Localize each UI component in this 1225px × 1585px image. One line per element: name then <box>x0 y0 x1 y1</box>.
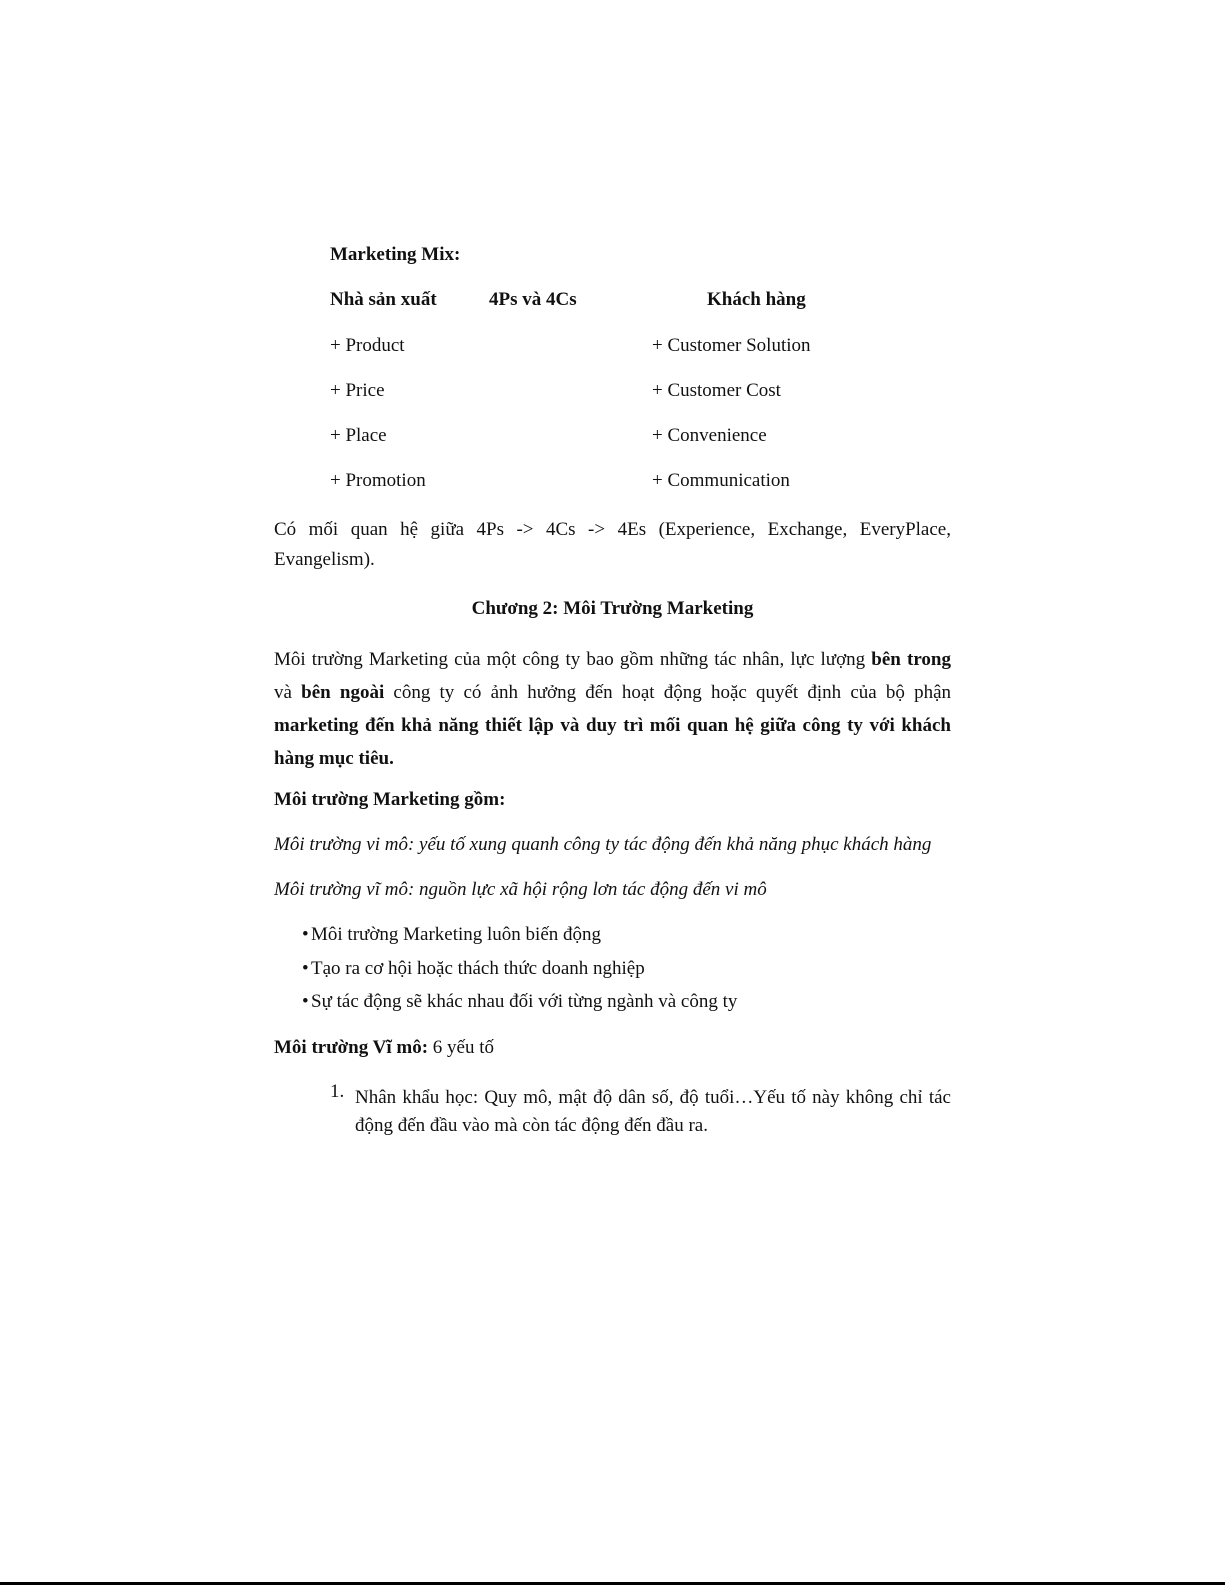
column-header-4ps-4cs: 4Ps và 4Cs <box>489 289 577 310</box>
bullet-dot-icon: • <box>302 958 309 979</box>
intro-text-c: và <box>274 682 302 703</box>
list-number: 1. <box>330 1081 345 1102</box>
relation-line-1: Có mối quan hệ giữa 4Ps -> 4Cs -> 4Es (Experience, Exchange, EveryPlace, <box>274 519 951 540</box>
list-item-1-line-2: động đến đầu vào mà còn tác động đến đầu ra. <box>355 1115 708 1136</box>
p-item-place: + Place <box>330 425 387 446</box>
column-header-producer: Nhà sản xuất <box>330 289 437 310</box>
bullet-item <box>302 924 601 946</box>
bullet-item <box>302 991 737 1013</box>
intro-text-e: công ty có ảnh hưởng đến hoạt động hoặc quyết định của bộ phận <box>384 682 952 703</box>
c-item-customer-solution: + Customer Solution <box>652 335 811 356</box>
relation-line-2: Evangelism). <box>274 549 375 570</box>
macro-factors-heading-rest: 6 yếu tố <box>428 1037 494 1058</box>
p-item-promotion: + Promotion <box>330 470 426 491</box>
macro-factors-heading-bold: Môi trường Vĩ mô: <box>274 1037 429 1058</box>
environment-includes-heading: Môi trường Marketing gồm: <box>274 789 506 810</box>
marketing-mix-heading: Marketing Mix: <box>330 244 461 265</box>
micro-environment-definition: Môi trường vi mô: yếu tố xung quanh công ty tác động đến khả năng phục khách hàng <box>274 834 932 855</box>
bullet-text: Tạo ra cơ hội hoặc thách thức doanh nghiệp <box>311 958 645 979</box>
intro-bold-ending: marketing đến khả năng thiết lập và duy trì mối quan hệ giữa công ty với khách hàng mục tiêu. <box>274 715 951 769</box>
macro-environment-definition: Môi trường vĩ mô: nguồn lực xã hội rộng lơn tác động đến vi mô <box>274 879 767 900</box>
list-item-1-line-1: Nhân khẩu học: Quy mô, mật độ dân số, độ tuổi…Yếu tố này không chỉ tác <box>355 1087 951 1108</box>
c-item-convenience: + Convenience <box>652 425 767 446</box>
column-header-customer: Khách hàng <box>707 289 806 310</box>
bullet-dot-icon: • <box>302 991 309 1012</box>
p-item-price: + Price <box>330 380 385 401</box>
c-item-customer-cost: + Customer Cost <box>652 380 781 401</box>
bullet-dot-icon: • <box>302 924 309 945</box>
intro-text-a: Môi trường Marketing của một công ty bao gồm những tác nhân, lực lượng <box>274 649 872 670</box>
macro-factors-heading <box>274 1037 494 1059</box>
bullet-text: Sự tác động sẽ khác nhau đối với từng ngành và công ty <box>311 991 738 1012</box>
intro-bold-outside: bên ngoài <box>301 682 385 703</box>
bullet-item <box>302 958 645 980</box>
chapter-title: Chương 2: Môi Trường Marketing <box>471 598 754 619</box>
c-item-communication: + Communication <box>652 470 790 491</box>
intro-bold-inside: bên trong <box>871 649 951 670</box>
bullet-text: Môi trường Marketing luôn biến động <box>311 924 602 945</box>
chapter-intro-paragraph <box>274 643 951 775</box>
p-item-product: + Product <box>330 335 405 356</box>
